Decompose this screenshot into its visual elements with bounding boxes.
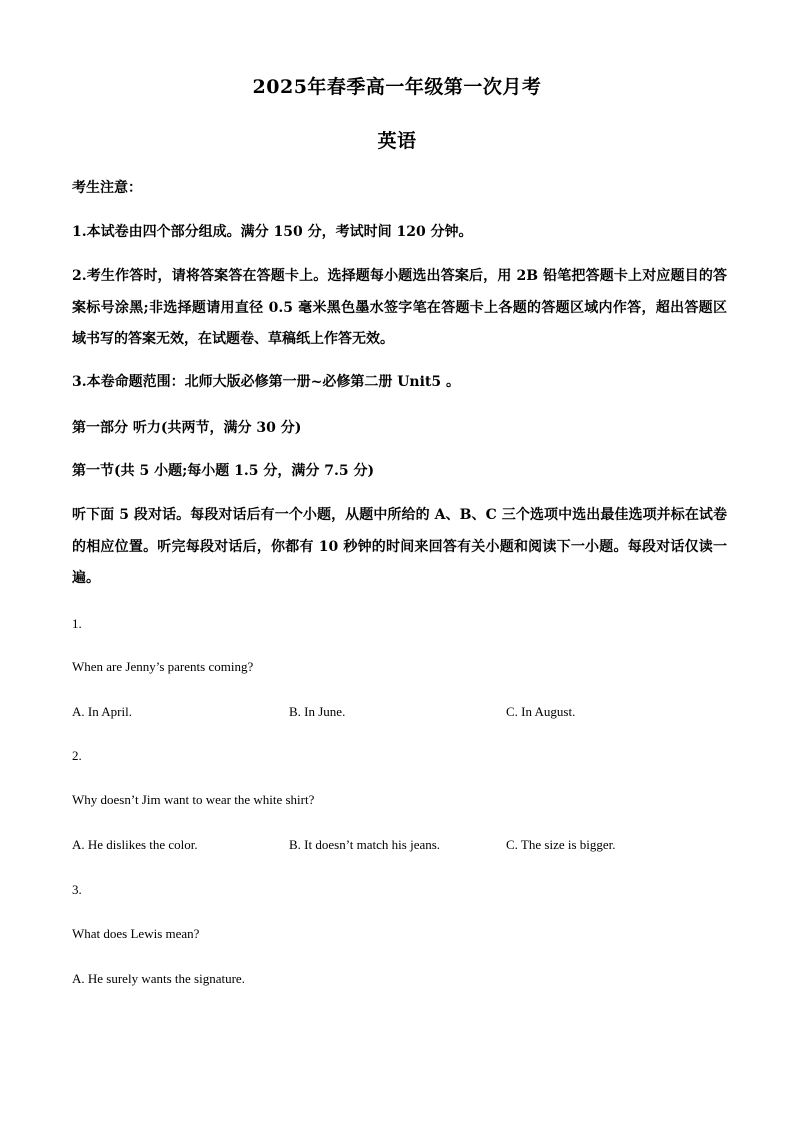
question-1-option-a: A. In April. — [72, 704, 132, 719]
subject-title: 英语 — [377, 130, 417, 152]
notice-heading: 考生注意： — [72, 180, 142, 196]
question-1-number: 1. — [72, 616, 82, 631]
question-3-text: What does Lewis mean? — [72, 926, 200, 941]
notice-item-1: 1.本试卷由四个部分组成。满分 150 分，考试时间 120 分钟。 — [72, 224, 473, 240]
question-2-option-a: A. He dislikes the color. — [72, 837, 198, 852]
question-2-option-c: C. The size is bigger. — [506, 837, 616, 852]
question-1-option-c: C. In August. — [506, 704, 576, 719]
notice-item-2: 2.考生作答时，请将答案答在答题卡上。选择题每小题选出答案后，用 2B 铅笔把答题卡上对应题目的答案标号涂黑;非选择题请用直径 0.5 毫米黑色墨水签字笔在答题卡上各题的答题区域内作答，超出答题区域书写的答案无效，在试题卷、草稿纸上作答无效。 — [72, 268, 727, 347]
question-3-number: 3. — [72, 882, 82, 897]
part1-heading: 第一部分 听力(共两节，满分 30 分) — [72, 420, 302, 436]
question-2-option-b: B. It doesn’t match his jeans. — [289, 837, 441, 852]
question-1-text: When are Jenny’s parents coming? — [72, 659, 254, 674]
question-2-number: 2. — [72, 748, 82, 763]
notice-item-3: 3.本卷命题范围：北师大版必修第一册~必修第二册 Unit5 。 — [72, 374, 461, 390]
question-3-option-a: A. He surely wants the signature. — [72, 971, 245, 986]
question-1-option-b: B. In June. — [289, 704, 346, 719]
listening-instructions: 听下面 5 段对话。每段对话后有一个小题，从题中所给的 A、B、C 三个选项中选出最佳选项并标在试卷的相应位置。听完每段对话后，你都有 10 秒钟的时间来回答有关小题和阅读下一小题。每段对话仅读一遍。 — [72, 507, 727, 586]
exam-title: 2025年春季高一年级第一次月考 — [252, 76, 542, 98]
question-2-text: Why doesn’t Jim want to wear the white shirt? — [72, 792, 315, 807]
section1-heading: 第一节(共 5 小题;每小题 1.5 分，满分 7.5 分) — [72, 463, 375, 479]
